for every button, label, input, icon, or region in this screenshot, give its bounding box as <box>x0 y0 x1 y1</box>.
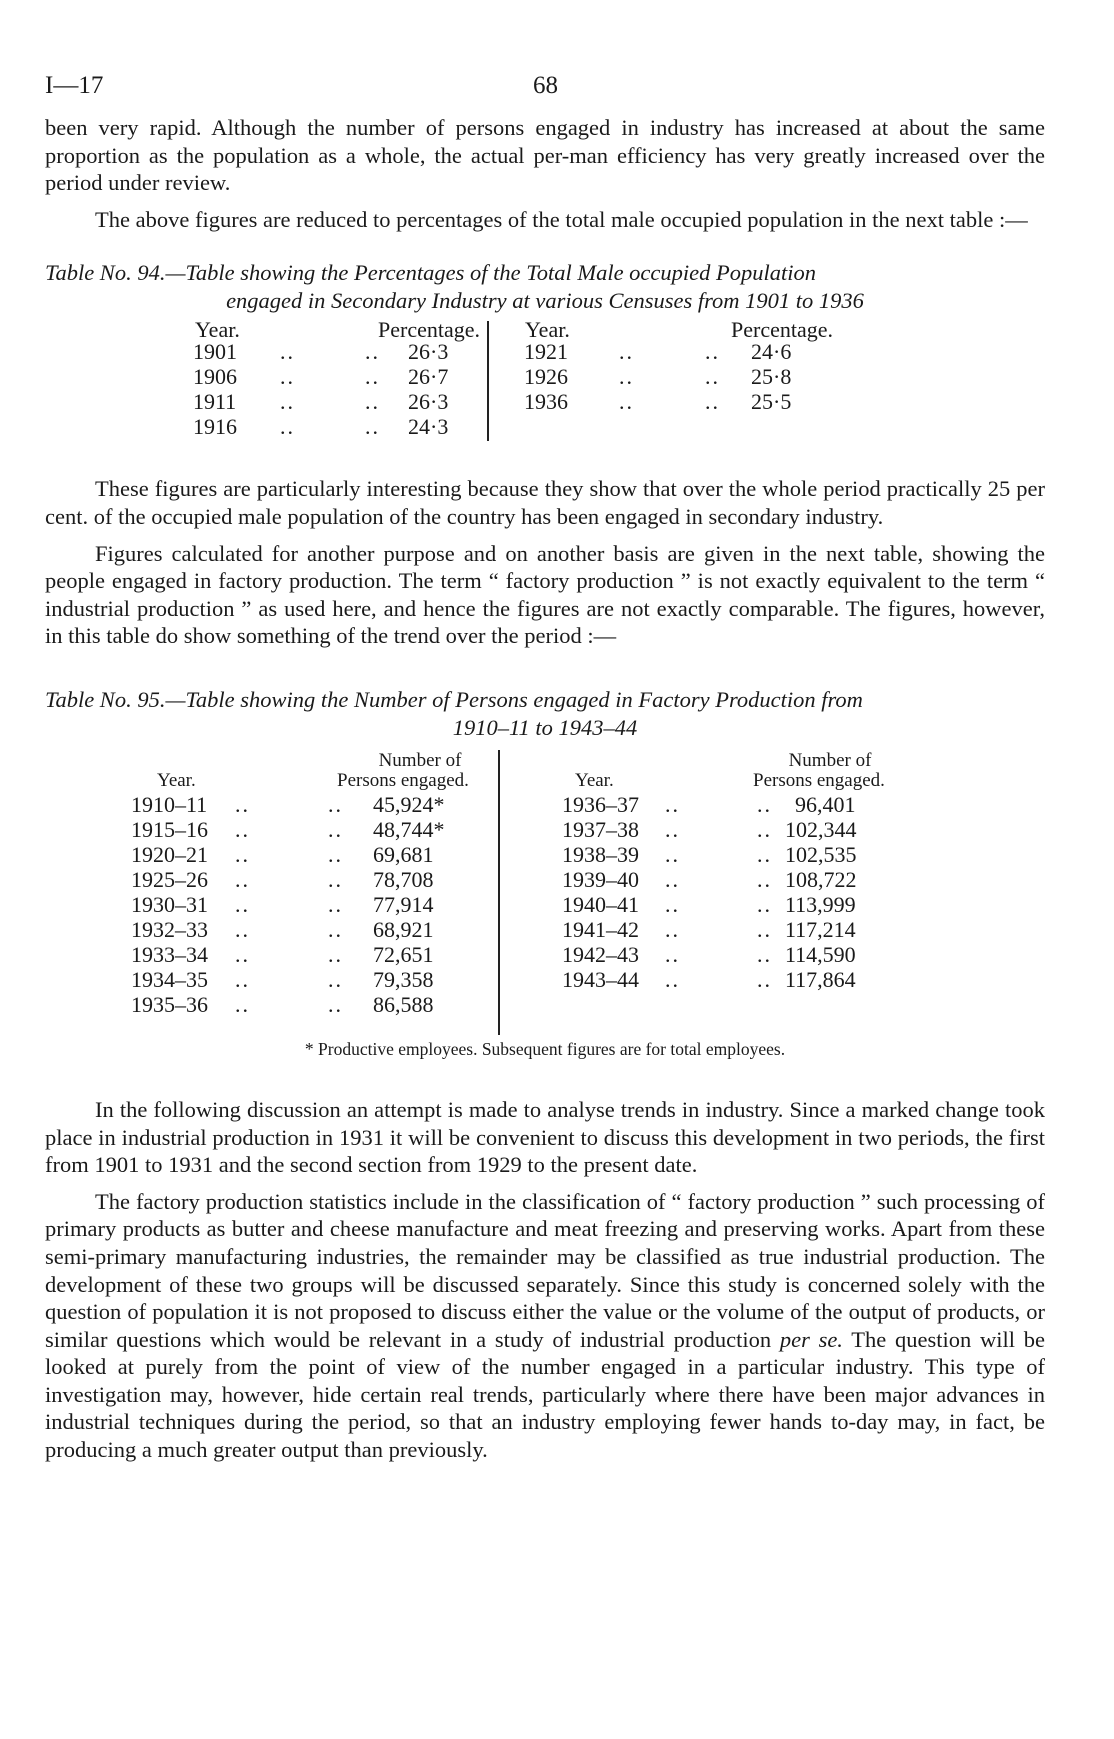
row-value: 68,921 <box>373 916 434 942</box>
row-year: 1941–42 <box>562 916 639 942</box>
row-year: 1942–43 <box>562 941 639 967</box>
table-94-caption <box>45 259 1045 315</box>
row-value: 108,722 <box>785 866 857 892</box>
row-year: 1916 <box>193 414 237 440</box>
row-year: 1911 <box>193 389 237 415</box>
paragraph-2: The above figures are reduced to percentages of the total male occupied population in the next table :— <box>95 206 1028 232</box>
row-year: 1936–37 <box>562 791 639 817</box>
row-year: 1921 <box>524 339 568 365</box>
row-year: 1936 <box>524 389 568 415</box>
paragraph-3: These figures are particularly interesting because they show that over the whole period practically 25 per cent. of the occupied male population of the country has been engaged in secondary industry. <box>45 476 1045 529</box>
table-94-divider <box>487 321 489 441</box>
row-value: 26·7 <box>408 364 449 390</box>
row-value: 117,864 <box>785 966 856 992</box>
row-value: 48,744* <box>373 816 445 842</box>
row-year: 1938–39 <box>562 841 639 867</box>
row-value: 25·5 <box>751 389 792 415</box>
row-year: 1940–41 <box>562 891 639 917</box>
row-value: 79,358 <box>373 966 434 992</box>
row-year: 1915–16 <box>131 816 208 842</box>
row-year: 1939–40 <box>562 866 639 892</box>
table-95-header-num1-left: Number of <box>378 749 462 771</box>
row-value: 102,344 <box>785 816 857 842</box>
row-year: 1926 <box>524 364 568 390</box>
row-value: 24·6 <box>751 339 792 365</box>
table-95-caption <box>45 686 1045 742</box>
row-year: 1935–36 <box>131 991 208 1017</box>
table-94-header-pct-right: Percentage. <box>731 317 833 343</box>
row-value: 117,214 <box>785 916 856 942</box>
row-year: 1933–34 <box>131 941 208 967</box>
row-value: 25·8 <box>751 364 792 390</box>
row-value: 102,535 <box>785 841 857 867</box>
row-year: 1901 <box>193 339 237 365</box>
table-94-header-year-left: Year. <box>195 317 240 343</box>
row-year: 1932–33 <box>131 916 208 942</box>
row-value: 96,401 <box>795 791 856 817</box>
table-95: Number of Year. Persons engaged. Number of Year. Persons engaged. 1910–11 .. .. 45,924* 1915–16 .. .. 48,744* 1920–21 .. .. 69,681 1925–26 .. .. 78,708 1930–31 .. .. 77,914 1932–33 .. .. 68,921 1933–34 .. .. 72,651 1934–35 .. .. 79,358 1935–36 .. .. 86,588 1936–37 .. .. 96,401 1937–38 .. .. 102,344 1938–39 .. .. 102,535 1939–40 .. .. 108,722 1940–41 .. .. 113,999 1941–42 .. .. 117,214 1942–43 .. .. 114,590 1943–44 .. .. 117,864 <box>45 750 1045 1035</box>
row-value: 113,999 <box>785 891 856 917</box>
row-year: 1943–44 <box>562 966 639 992</box>
row-value: 86,588 <box>373 991 434 1017</box>
row-year: 1925–26 <box>131 866 208 892</box>
row-year: 1934–35 <box>131 966 208 992</box>
row-value: 77,914 <box>373 891 434 917</box>
table-94-caption-line1: Table No. 94.—Table showing the Percentages of the Total Male occupied Population <box>45 260 817 286</box>
page-number: 68 <box>533 72 558 99</box>
row-year: 1930–31 <box>131 891 208 917</box>
paragraph-5: In the following discussion an attempt is made to analyse trends in industry. Since a marked change took place in industrial production in 1931 it will be convenient to discuss this development in two periods, the first from 1901 to 1931 and the second section from 1929 to the present date. <box>45 1096 1045 1178</box>
table-95-divider <box>498 750 500 1035</box>
paragraph-4: Figures calculated for another purpose and on another basis are given in the next table, showing the people engaged in factory production. The term “ factory production ” is not exactly equivalent to the term “ industrial production ” as used here, and hence the figures are not exactly comparable. The figures, however, in this table do show something of the trend over the period :— <box>45 540 1045 649</box>
table-94-caption-line2: engaged in Secondary Industry at various Censuses from 1901 to 1936 <box>226 288 864 314</box>
table-94: Year. Percentage. Year. Percentage. 1901 .. .. 26·3 1906 .. .. 26·7 1911 .. .. 26·3 1916 .. .. 24·3 1921 .. .. 24·6 1926 .. .. 25·8 1936 .. .. 25·5 <box>193 317 833 440</box>
row-value: 24·3 <box>408 414 449 440</box>
document-reference: I—17 <box>45 72 104 99</box>
paragraph-6-part-a: The factory production statistics include in the classification of “ factory production ” such processing of primary products as butter and cheese manufacture and meat freezing and preserving works. Apart from these semi-primary manufacturing industries, the remainder may be classified as true industrial production. The development of these two groups will be discussed separately. Since this study is concerned solely with the question of population it is not proposed to discuss either the value or the volume of the output of products, or similar questions which would be relevant in a study of industrial production <box>45 1188 1045 1352</box>
paragraph-6 <box>45 1188 1045 1464</box>
row-year: 1910–11 <box>131 791 208 817</box>
table-95-footnote: * Productive employees. Subsequent figures are for total employees. <box>304 1038 786 1059</box>
table-95-header-num1-right: Number of <box>788 749 872 771</box>
paragraph-6-italic: per se. <box>779 1326 843 1352</box>
table-95-header-num2-right: Persons engaged. <box>753 769 885 791</box>
paragraph-6-part-b: The question will be looked at purely from the point of view of the number engaged in a particular industry. This type of investigation may, however, hide certain real trends, particularly where there have been major advances in industrial techniques during the period, so that an industry employing fewer hands to-day may, in fact, be producing a much greater output than previously. <box>45 1326 1045 1463</box>
table-95-caption-line2: 1910–11 to 1943–44 <box>452 714 638 740</box>
row-year: 1920–21 <box>131 841 208 867</box>
row-value: 72,651 <box>373 941 434 967</box>
table-95-header-num2-left: Persons engaged. <box>337 769 469 791</box>
table-94-header-pct-left: Percentage. <box>378 317 480 343</box>
row-value: 26·3 <box>408 339 449 365</box>
table-95-header-year-right: Year. <box>575 769 614 791</box>
page-header <box>45 62 1045 114</box>
document-page <box>45 62 1045 1464</box>
row-value: 45,924* <box>373 791 445 817</box>
table-95-header-year-left: Year. <box>157 769 196 791</box>
row-value: 69,681 <box>373 841 434 867</box>
table-95-caption-line1: Table No. 95.—Table showing the Number of Persons engaged in Factory Production from <box>45 686 863 712</box>
table-94-header-year-right: Year. <box>525 317 570 343</box>
row-value: 26·3 <box>408 389 449 415</box>
paragraph-1: been very rapid. Although the number of persons engaged in industry has increased at about the same proportion as the population as a whole, the actual per-man efficiency has very greatly increased over the period under review. <box>45 115 1045 196</box>
row-value: 78,708 <box>373 866 434 892</box>
row-year: 1937–38 <box>562 816 639 842</box>
row-value: 114,590 <box>785 941 856 967</box>
row-year: 1906 <box>193 364 237 390</box>
